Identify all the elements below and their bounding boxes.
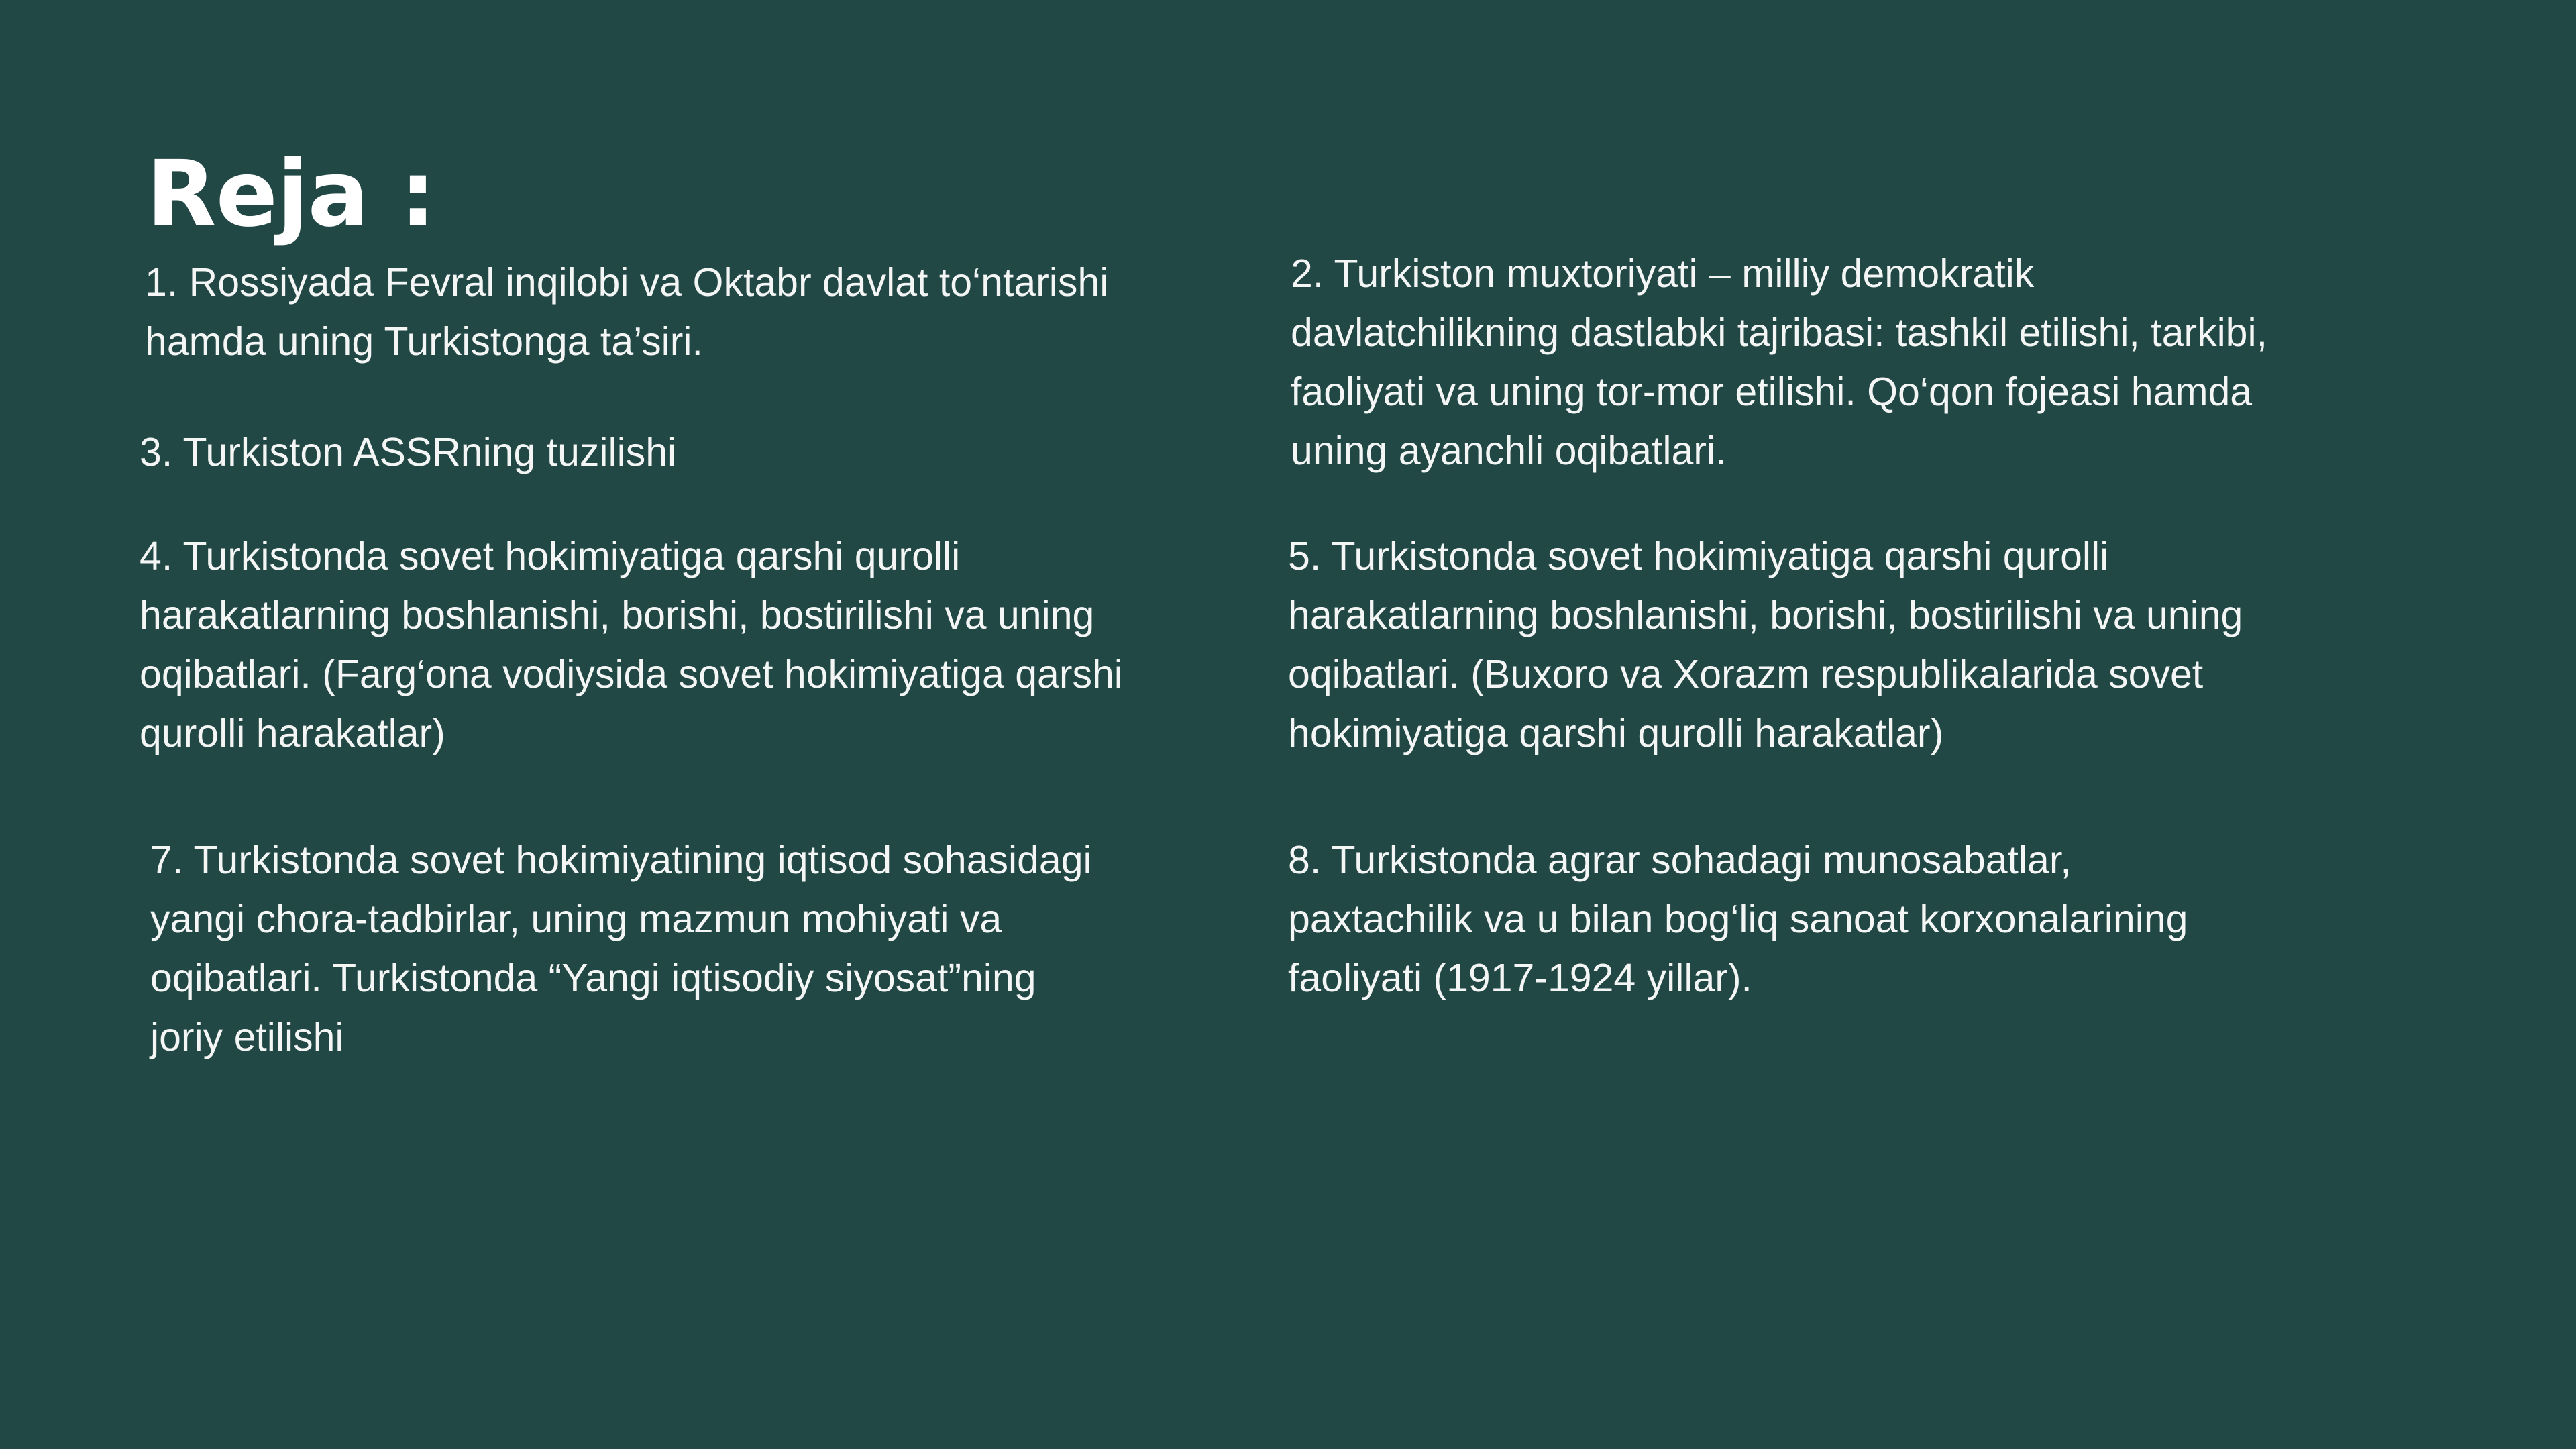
plan-item-7: 7. Turkistonda sovet hokimiyatining iqtisod sohasidagi yangi chora-tadbirlar, uning mazmun mohiyati va oqibatlari. Turkistonda “Yangi iqtisodiy siyosat”ning joriy etilishi: [150, 838, 1092, 1059]
plan-item-2: 2. Turkiston muxtoriyati – milliy demokratik davlatchilikning dastlabki tajribasi: tashkil etilishi, tarkibi, faoliyati va uning tor-mor etilishi. Qo‘qon fojeasi hamda uning ayanchli oqibatlari.: [1291, 252, 2267, 473]
plan-item-1: 1. Rossiyada Fevral inqilobi va Oktabr davlat to‘ntarishi hamda uning Turkistonga ta’siri.: [145, 260, 1109, 364]
slide-title: Reja :: [146, 142, 436, 248]
plan-item-8: 8. Turkistonda agrar sohadagi munosabatlar, paxtachilik va u bilan bog‘liq sanoat korxonalarining faoliyati (1917-1924 yillar).: [1288, 838, 2188, 1000]
plan-item-3: 3. Turkiston ASSRning tuzilishi: [140, 430, 677, 474]
plan-item-5: 5. Turkistonda sovet hokimiyatiga qarshi qurolli harakatlarning boshlanishi, borishi, bostirilishi va uning oqibatlari. (Buxoro va Xorazm respublikalarida sovet hokimiyatiga qarshi qurolli harakatlar): [1288, 534, 2243, 755]
plan-item-4: 4. Turkistonda sovet hokimiyatiga qarshi qurolli harakatlarning boshlanishi, borishi, bostirilishi va uning oqibatlari. (Farg‘ona vodiysida sovet hokimiyatiga qarshi qurolli harakatlar): [140, 534, 1123, 755]
